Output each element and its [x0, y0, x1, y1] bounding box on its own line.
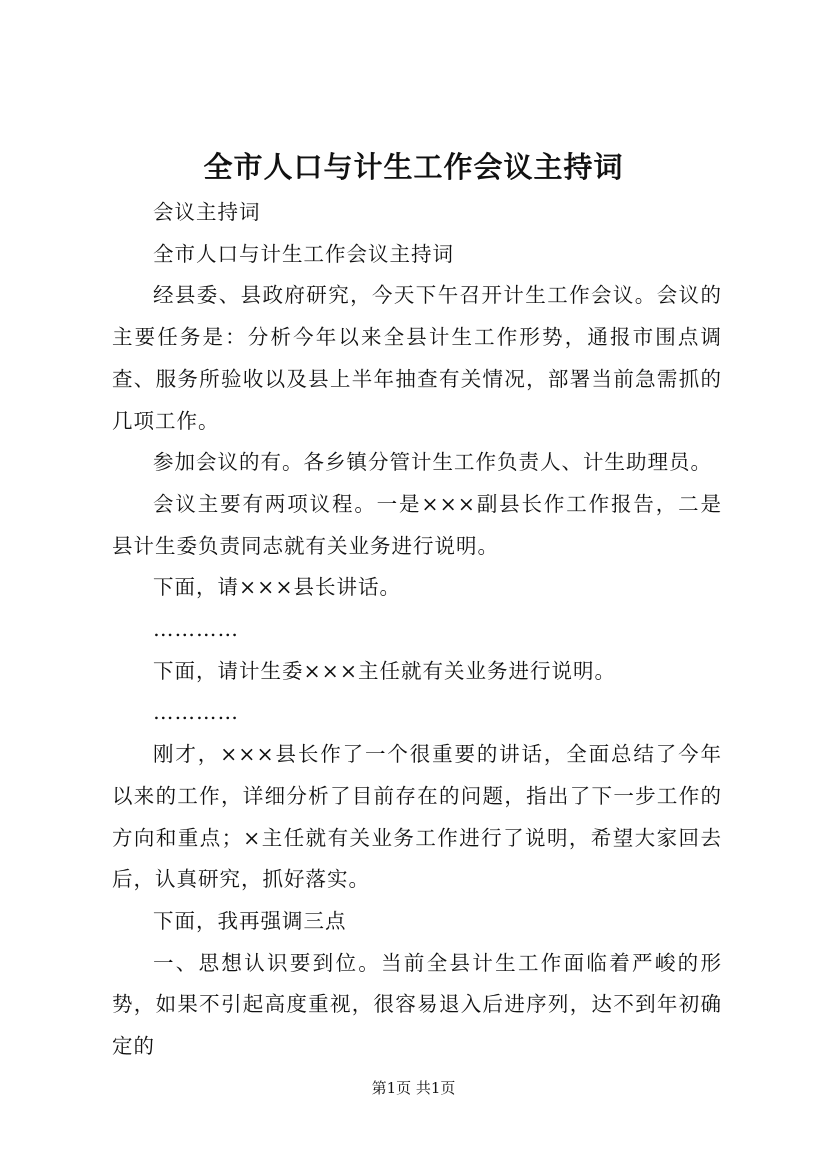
document-body	[112, 192, 722, 1068]
paragraph: 经县委、县政府研究，今天下午召开计生工作会议。会议的主要任务是：分析今年以来全县计生工作形势，通报市围点调查、服务所验收以及县上半年抽查有关情况，部署当前急需抓的几项工作。	[112, 283, 722, 433]
paragraph: 下面，请计生委×××主任就有关业务进行说明。	[153, 658, 617, 683]
paragraph: 会议主持词	[153, 200, 261, 224]
document-title: 全市人口与计生工作会议主持词	[203, 150, 624, 184]
paragraph: 下面，请×××县长讲话。	[153, 575, 402, 600]
paragraph: 全市人口与计生工作会议主持词	[153, 241, 454, 266]
paragraph: 会议主要有两项议程。一是×××副县长作工作报告，二是县计生委负责同志就有关业务进行说明。	[112, 491, 722, 558]
paragraph: 参加会议的有。各乡镇分管计生工作负责人、计生助理员。	[153, 450, 712, 475]
ellipsis-line: …………	[153, 617, 239, 642]
paragraph: 一、思想认识要到位。当前全县计生工作面临着严峻的形势，如果不引起高度重视，很容易退入后进序列，达不到年初确定的	[112, 950, 722, 1059]
ellipsis-line: …………	[153, 700, 239, 725]
paragraph: 下面，我再强调三点	[153, 908, 347, 933]
page-footer: 第1页 共1页	[371, 1079, 456, 1097]
paragraph: 刚才，×××县长作了一个很重要的讲话，全面总结了今年以来的工作，详细分析了目前存在的问题，指出了下一步工作的方向和重点；×主任就有关业务工作进行了说明，希望大家回去后，认真研究，抓好落实。	[112, 742, 722, 892]
